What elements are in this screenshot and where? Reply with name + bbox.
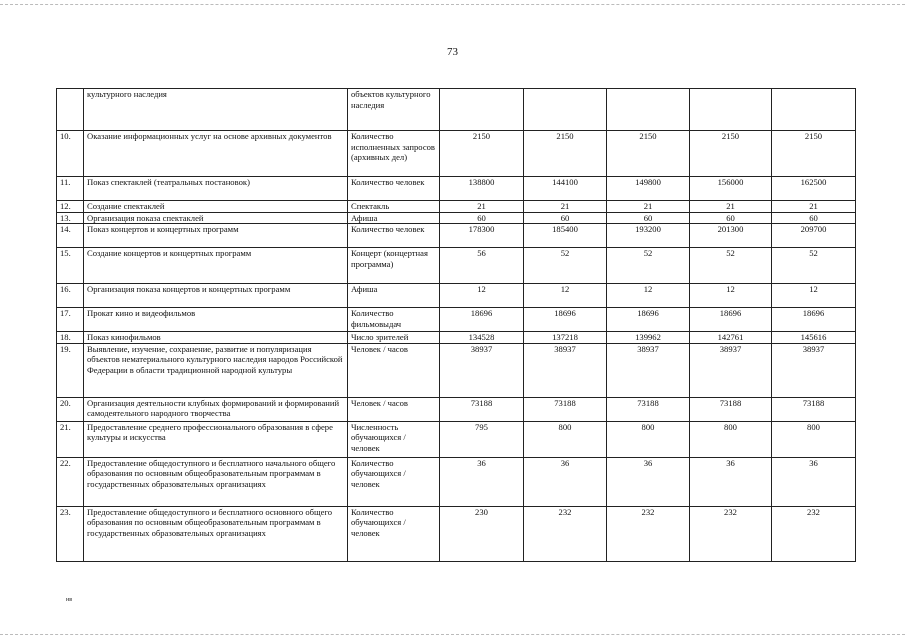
service-name: Предоставление среднего профессионального образования в сфере культуры и искусства	[84, 421, 348, 457]
row-number	[57, 89, 84, 131]
unit-of-measure: Афиша	[348, 212, 440, 224]
table-row	[57, 332, 856, 344]
service-name: Прокат кино и видеофильмов	[84, 308, 348, 332]
row-number: 19.	[57, 343, 84, 397]
value-cell: 60	[690, 212, 772, 224]
value-cell: 52	[690, 248, 772, 284]
value-cell: 138800	[440, 177, 524, 201]
value-cell: 232	[607, 506, 690, 561]
value-cell: 162500	[772, 177, 856, 201]
table-row	[57, 397, 856, 421]
row-number: 10.	[57, 131, 84, 177]
value-cell: 60	[524, 212, 607, 224]
unit-of-measure: Количество фильмовыдач	[348, 308, 440, 332]
row-number: 20.	[57, 397, 84, 421]
row-number: 15.	[57, 248, 84, 284]
table-row	[57, 284, 856, 308]
value-cell: 232	[772, 506, 856, 561]
unit-of-measure: Количество обучающихся / человек	[348, 506, 440, 561]
value-cell	[690, 89, 772, 131]
value-cell: 36	[690, 457, 772, 506]
value-cell: 18696	[440, 308, 524, 332]
value-cell: 73188	[440, 397, 524, 421]
service-name: Создание концертов и концертных программ	[84, 248, 348, 284]
value-cell: 144100	[524, 177, 607, 201]
value-cell: 185400	[524, 224, 607, 248]
services-table	[56, 88, 856, 562]
value-cell: 2150	[524, 131, 607, 177]
service-name: Предоставление общедоступного и бесплатного основного общего образования по основным общеобразовательным программам в государственных образовательных организациях	[84, 506, 348, 561]
row-number: 14.	[57, 224, 84, 248]
table-row	[57, 177, 856, 201]
row-number: 11.	[57, 177, 84, 201]
table-row	[57, 421, 856, 457]
value-cell	[607, 89, 690, 131]
value-cell: 12	[772, 284, 856, 308]
value-cell: 52	[524, 248, 607, 284]
value-cell: 12	[440, 284, 524, 308]
value-cell: 12	[607, 284, 690, 308]
row-number: 12.	[57, 201, 84, 213]
unit-of-measure: Численность обучающихся / человек	[348, 421, 440, 457]
value-cell: 209700	[772, 224, 856, 248]
table-row	[57, 343, 856, 397]
value-cell	[440, 89, 524, 131]
value-cell: 21	[607, 201, 690, 213]
value-cell: 21	[440, 201, 524, 213]
footer-mark: нв	[66, 597, 73, 603]
value-cell: 800	[772, 421, 856, 457]
value-cell: 73188	[772, 397, 856, 421]
value-cell: 134528	[440, 332, 524, 344]
service-name: Оказание информационных услуг на основе архивных документов	[84, 131, 348, 177]
value-cell: 18696	[690, 308, 772, 332]
value-cell: 142761	[690, 332, 772, 344]
value-cell: 21	[690, 201, 772, 213]
value-cell: 232	[690, 506, 772, 561]
value-cell: 12	[524, 284, 607, 308]
table-body	[57, 89, 856, 562]
value-cell: 38937	[607, 343, 690, 397]
table-row	[57, 212, 856, 224]
value-cell: 36	[607, 457, 690, 506]
value-cell: 201300	[690, 224, 772, 248]
value-cell: 2150	[772, 131, 856, 177]
value-cell: 60	[607, 212, 690, 224]
unit-of-measure: Количество человек	[348, 177, 440, 201]
row-number: 18.	[57, 332, 84, 344]
value-cell: 36	[524, 457, 607, 506]
value-cell: 52	[772, 248, 856, 284]
value-cell: 800	[607, 421, 690, 457]
table-row	[57, 201, 856, 213]
value-cell: 60	[440, 212, 524, 224]
value-cell: 800	[524, 421, 607, 457]
table-row	[57, 248, 856, 284]
value-cell: 21	[524, 201, 607, 213]
unit-of-measure: Человек / часов	[348, 397, 440, 421]
row-number: 13.	[57, 212, 84, 224]
unit-of-measure: Концерт (концертная программа)	[348, 248, 440, 284]
value-cell: 73188	[690, 397, 772, 421]
value-cell: 18696	[607, 308, 690, 332]
unit-of-measure: Количество обучающихся / человек	[348, 457, 440, 506]
value-cell	[772, 89, 856, 131]
row-number: 16.	[57, 284, 84, 308]
row-number: 17.	[57, 308, 84, 332]
value-cell: 232	[524, 506, 607, 561]
value-cell: 73188	[524, 397, 607, 421]
value-cell: 178300	[440, 224, 524, 248]
value-cell: 2150	[440, 131, 524, 177]
value-cell: 60	[772, 212, 856, 224]
value-cell: 38937	[440, 343, 524, 397]
service-name: Организация показа концертов и концертных программ	[84, 284, 348, 308]
service-name: Предоставление общедоступного и бесплатного начального общего образования по основным общеобразовательным программам в государственных образовательных организациях	[84, 457, 348, 506]
service-name: культурного наследия	[84, 89, 348, 131]
page-number: 73	[447, 46, 458, 58]
table-row	[57, 457, 856, 506]
value-cell: 36	[440, 457, 524, 506]
row-number: 21.	[57, 421, 84, 457]
service-name: Организация деятельности клубных формирований и формирований самодеятельного народного творчества	[84, 397, 348, 421]
row-number: 23.	[57, 506, 84, 561]
unit-of-measure: Спектакль	[348, 201, 440, 213]
value-cell	[524, 89, 607, 131]
value-cell: 36	[772, 457, 856, 506]
value-cell: 2150	[690, 131, 772, 177]
value-cell: 73188	[607, 397, 690, 421]
scan-bottom-edge	[0, 634, 905, 638]
table-row	[57, 89, 856, 131]
row-number: 22.	[57, 457, 84, 506]
service-name: Организация показа спектаклей	[84, 212, 348, 224]
value-cell: 139962	[607, 332, 690, 344]
value-cell: 18696	[772, 308, 856, 332]
unit-of-measure: Количество исполненных запросов (архивных дел)	[348, 131, 440, 177]
unit-of-measure: Число зрителей	[348, 332, 440, 344]
unit-of-measure: Афиша	[348, 284, 440, 308]
value-cell: 156000	[690, 177, 772, 201]
value-cell: 137218	[524, 332, 607, 344]
value-cell: 12	[690, 284, 772, 308]
value-cell: 230	[440, 506, 524, 561]
unit-of-measure: Человек / часов	[348, 343, 440, 397]
unit-of-measure: Количество человек	[348, 224, 440, 248]
table-row	[57, 308, 856, 332]
value-cell: 800	[690, 421, 772, 457]
value-cell: 38937	[772, 343, 856, 397]
value-cell: 18696	[524, 308, 607, 332]
service-name: Создание спектаклей	[84, 201, 348, 213]
value-cell: 38937	[524, 343, 607, 397]
service-name: Показ спектаклей (театральных постановок)	[84, 177, 348, 201]
value-cell: 56	[440, 248, 524, 284]
value-cell: 2150	[607, 131, 690, 177]
value-cell: 149800	[607, 177, 690, 201]
value-cell: 145616	[772, 332, 856, 344]
table-row	[57, 224, 856, 248]
value-cell: 795	[440, 421, 524, 457]
scan-top-edge	[0, 0, 905, 5]
table-row	[57, 506, 856, 561]
service-name: Показ концертов и концертных программ	[84, 224, 348, 248]
value-cell: 21	[772, 201, 856, 213]
value-cell: 52	[607, 248, 690, 284]
value-cell: 193200	[607, 224, 690, 248]
value-cell: 38937	[690, 343, 772, 397]
service-name: Выявление, изучение, сохранение, развитие и популяризация объектов нематериального культурного наследия народов Российской Федерации в области традиционной народной культуры	[84, 343, 348, 397]
service-name: Показ кинофильмов	[84, 332, 348, 344]
table-row	[57, 131, 856, 177]
unit-of-measure: объектов культурного наследия	[348, 89, 440, 131]
